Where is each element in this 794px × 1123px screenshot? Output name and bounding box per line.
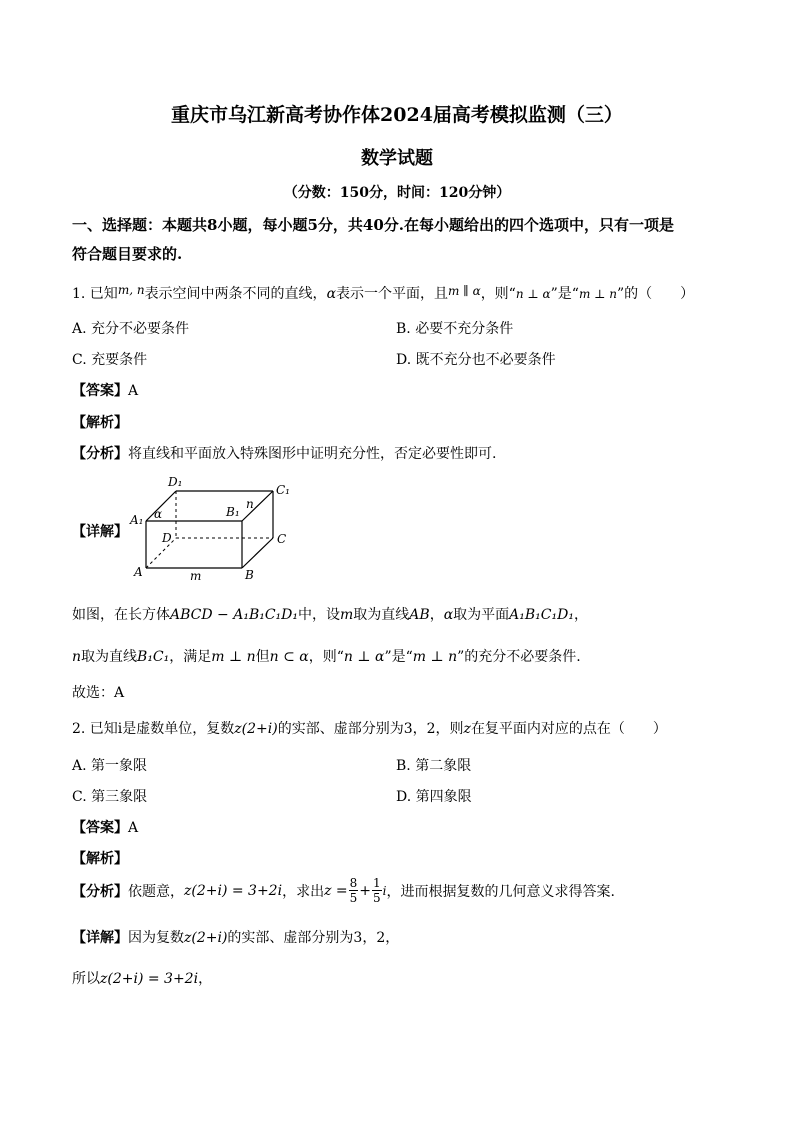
q2-last-eq: z(2+i) = 3+2i — [100, 971, 199, 987]
q1-detail1-plane: A₁B₁C₁D₁ — [509, 607, 574, 623]
q2-stem-c: 在复平面内对应的点在（ ） — [470, 721, 667, 737]
q1-option-c: C. 充要条件 — [72, 352, 148, 368]
q1-detail1-ab: AB — [409, 607, 430, 623]
q1-detail2-q: m ⊥ n — [412, 649, 458, 665]
q1-stem-d: ，则“ — [480, 286, 516, 302]
q1-stem-p: n ⊥ α — [515, 287, 551, 301]
q1-detail2-p: n ⊥ α — [343, 649, 385, 665]
q1-stem-b: 表示空间中两条不同的直线， — [144, 286, 327, 302]
label-c: C — [277, 532, 287, 546]
q2-fenxi-i: i — [382, 883, 387, 898]
page-title: 重庆市乌江新高考协作体2024届高考模拟监测（三） — [171, 104, 623, 126]
frac1-denominator: 5 — [349, 891, 358, 905]
q1-conclusion: 故选：A — [72, 685, 125, 701]
q1-detail1-f: ， — [573, 607, 588, 623]
label-b: B — [245, 568, 254, 582]
q1-fenxi — [72, 443, 496, 463]
frac1-numerator: 8 — [349, 876, 358, 890]
q1-detail2-n: n — [72, 649, 82, 665]
exam-info: （分数：150分，时间：120分钟） — [283, 185, 511, 201]
q1-detail1-a: 如图，在长方体 — [72, 607, 170, 623]
q2-last-line — [72, 968, 212, 988]
edge-bc — [242, 538, 273, 568]
q2-detail-a: 因为复数 — [128, 930, 184, 946]
q1-answer-value: A — [128, 383, 139, 399]
label-b1: B₁ — [226, 505, 240, 519]
q1-detail2-c1: m ⊥ n — [211, 649, 256, 665]
q2-last-b: ， — [198, 971, 213, 987]
q1-analysis-label: 【解析】 — [72, 415, 128, 431]
q1-stem-f: ”的（ ） — [616, 286, 695, 302]
q2-option-c: C. 第三象限 — [72, 789, 148, 805]
q1-detail1-c: 取为直线 — [353, 607, 410, 623]
q2-stem-expr: z(2+i) — [234, 721, 278, 737]
label-d: D — [162, 531, 172, 545]
q1-detail-line1 — [72, 604, 588, 624]
frac2-numerator: 1 — [373, 876, 381, 890]
q1-detail1-alpha: α — [443, 607, 454, 623]
q2-detail — [72, 927, 399, 947]
q2-stem-b: 的实部、虚部分别为3，2，则 — [277, 721, 464, 737]
q1-answer — [72, 380, 138, 400]
section-heading-line1: 一、选择题：本题共8小题，每小题5分，共40分.在每小题给出的四个选项中，只有一项是 — [72, 216, 674, 234]
q1-detail1-e: 取为平面 — [453, 607, 510, 623]
q2-fenxi-b: ，求出 — [282, 883, 325, 900]
q1-fenxi-label: 【分析】 — [72, 446, 128, 462]
q1-detail2-c: 但 — [255, 649, 270, 665]
q1-detail-label: 【详解】 — [72, 524, 128, 540]
label-d1: D₁ — [168, 475, 183, 489]
q1-detail1-m: m — [340, 607, 354, 623]
q2-detail-expr: z(2+i) — [184, 930, 228, 946]
q2-option-a: A. 第一象限 — [72, 758, 148, 774]
section-heading-line2: 符合题目要求的. — [72, 245, 183, 263]
q2-stem — [72, 718, 667, 738]
q1-option-b: B. 必要不充分条件 — [396, 321, 514, 337]
q1-detail2-a: 取为直线 — [81, 649, 138, 665]
q1-stem-q: m ⊥ n — [578, 287, 617, 301]
q2-answer-value: A — [128, 820, 139, 836]
q2-answer-label: 【答案】 — [72, 820, 128, 836]
q2-option-d: D. 第四象限 — [396, 789, 472, 805]
q1-detail1-box: ABCD − A₁B₁C₁D₁ — [170, 607, 299, 623]
q1-option-d: D. 既不充分也不必要条件 — [396, 352, 556, 368]
q1-stem-a: 1. 已知 — [72, 286, 118, 302]
frac2-denominator: 5 — [373, 891, 381, 905]
q2-fenxi-z: z = — [324, 882, 348, 899]
q1-stem-e: ”是“ — [550, 286, 579, 302]
label-m: m — [190, 569, 202, 583]
q1-stem-mn: m, n — [117, 283, 145, 297]
label-n: n — [246, 497, 254, 511]
q1-detail-line2 — [72, 646, 581, 666]
q2-stem-a: 2. 已知i是虚数单位，复数 — [72, 721, 235, 737]
q1-detail2-line: B₁C₁ — [137, 649, 170, 665]
q2-fenxi-label: 【分析】 — [72, 883, 128, 900]
q1-detail2-e: ”是“ — [384, 649, 413, 665]
label-c1: C₁ — [276, 483, 290, 497]
fraction-1-5 — [372, 876, 382, 905]
fraction-8-5 — [349, 876, 359, 905]
subject-title: 数学试题 — [361, 148, 433, 169]
q1-stem — [72, 283, 694, 303]
label-a: A — [134, 565, 143, 579]
q2-stem-z: z — [463, 721, 471, 737]
q1-detail2-b: ，满足 — [169, 649, 212, 665]
q2-analysis-label: 【解析】 — [72, 851, 128, 867]
q1-answer-label: 【答案】 — [72, 383, 128, 399]
q1-detail1-d: ， — [429, 607, 444, 623]
q1-detail2-f: ”的充分不必要条件. — [457, 649, 581, 665]
q2-fenxi-eq: z(2+i) = 3+2i — [184, 882, 283, 899]
q2-detail-b: 的实部、虚部分别为3，2， — [227, 930, 400, 946]
q2-plus: + — [359, 882, 372, 899]
q1-option-a: A. 充分不必要条件 — [72, 321, 190, 337]
q2-option-b: B. 第二象限 — [396, 758, 472, 774]
q2-fenxi-a: 依题意， — [128, 883, 184, 900]
q1-detail2-c2: n ⊂ α — [269, 649, 309, 665]
q2-detail-label: 【详解】 — [72, 930, 128, 946]
q1-stem-cond: m ∥ α — [448, 284, 481, 298]
q1-stem-c: 表示一个平面，且 — [336, 286, 449, 302]
q1-stem-alpha: α — [326, 286, 337, 302]
q1-detail1-b: 中，设 — [298, 607, 341, 623]
q2-fenxi-c: ，进而根据复数的几何意义求得答案. — [386, 883, 615, 900]
q1-fenxi-text: 将直线和平面放入特殊图形中证明充分性，否定必要性即可. — [128, 446, 497, 462]
label-a1: A₁ — [130, 513, 144, 527]
q1-detail2-d: ，则“ — [308, 649, 344, 665]
cuboid-figure — [128, 472, 298, 584]
q2-answer — [72, 817, 138, 837]
q2-fenxi — [72, 876, 615, 905]
label-alpha: α — [154, 507, 163, 521]
q2-last-a: 所以 — [72, 971, 100, 987]
